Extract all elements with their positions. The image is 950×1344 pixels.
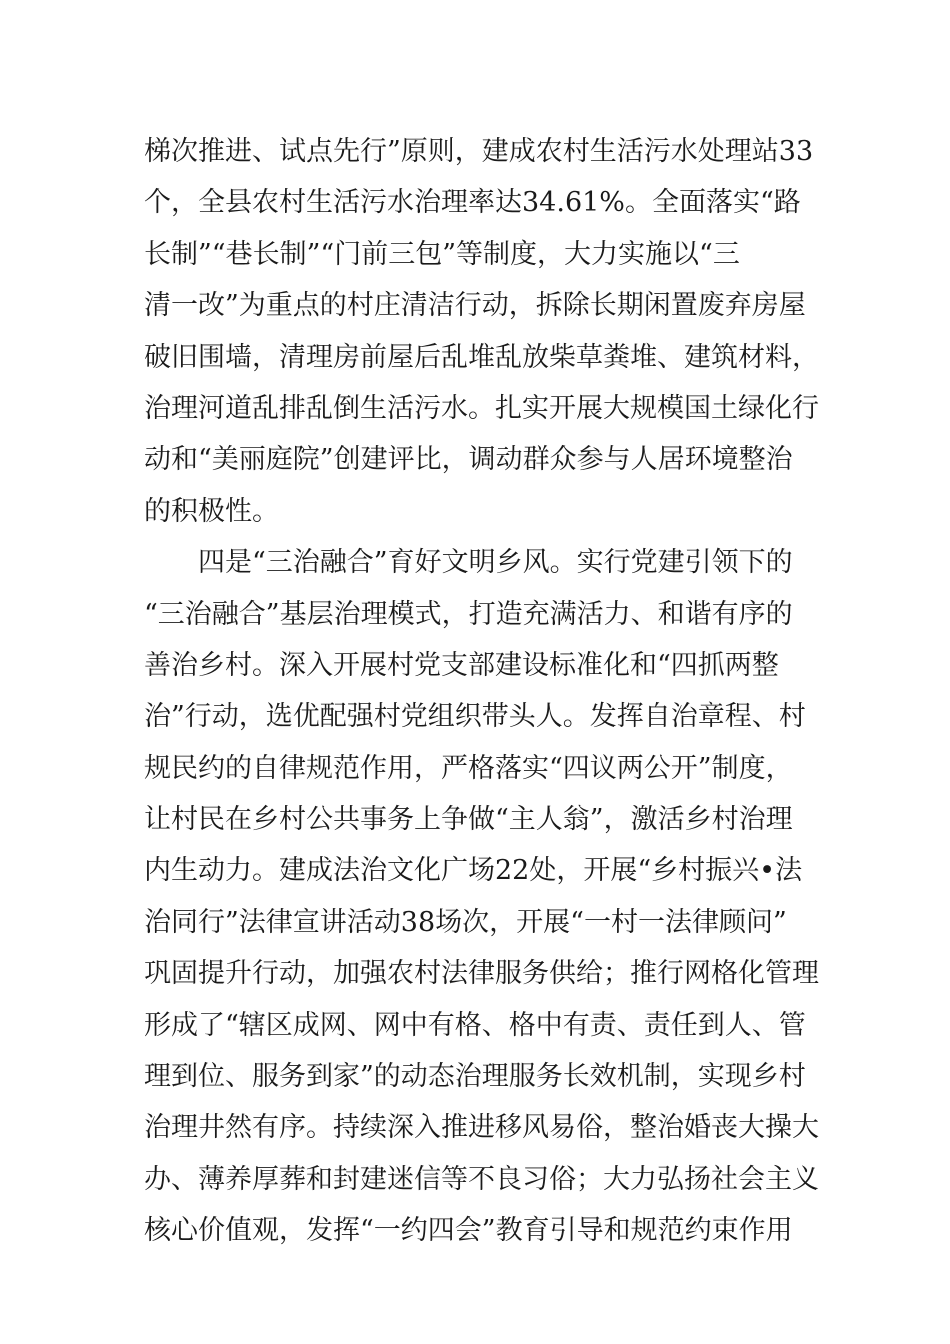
text-line: 治同行”法律宣讲活动38场次，开展“一村一法律顾问” (144, 906, 787, 938)
body-text (144, 126, 819, 1257)
paragraph-2 (144, 537, 819, 1256)
text-line: 长制”“巷长制”“门前三包”等制度，大力实施以“三 (144, 238, 740, 270)
text-line: 让村民在乡村公共事务上争做“主人翁”，激活乡村治理 (144, 804, 793, 836)
text-line: 动和“美丽庭院”创建评比，调动群众参与人居环境整治 (144, 444, 793, 476)
text-line: 内生动力。建成法治文化广场22处，开展“乡村振兴•法 (144, 855, 803, 887)
text-line: 破旧围墙，清理房前屋后乱堆乱放柴草粪堆、建筑材料， (144, 341, 819, 373)
paragraph-1 (144, 126, 819, 537)
text-line: 治理河道乱排乱倒生活污水。扎实开展大规模国土绿化行 (144, 392, 819, 424)
text-line: 善治乡村。深入开展村党支部建设标准化和“四抓两整 (144, 649, 779, 681)
text-line: 的积极性。 (144, 495, 279, 527)
text-line: 规民约的自律规范作用，严格落实“四议两公开”制度， (144, 752, 793, 784)
text-line: 核心价值观，发挥“一约四会”教育引导和规范约束作用 (144, 1215, 793, 1247)
text-line: 四是“三治融合”育好文明乡风。实行党建引领下的 (198, 547, 793, 579)
text-line: 巩固提升行动，加强农村法律服务供给；推行网格化管理 (144, 958, 819, 990)
text-line: 清一改”为重点的村庄清洁行动，拆除长期闲置废弃房屋 (144, 290, 806, 322)
text-line: 形成了“辖区成网、网中有格、格中有责、责任到人、管 (144, 1009, 806, 1041)
text-line: 个，全县农村生活污水治理率达34.61%。全面落实“路 (144, 187, 801, 219)
text-line: “三治融合”基层治理模式，打造充满活力、和谐有序的 (144, 598, 793, 630)
text-line: 梯次推进、试点先行”原则，建成农村生活污水处理站33 (144, 136, 814, 167)
text-line: 办、薄养厚葬和封建迷信等不良习俗；大力弘扬社会主义 (144, 1163, 819, 1195)
text-line: 治理井然有序。持续深入推进移风易俗，整治婚丧大操大 (144, 1112, 819, 1144)
text-line: 理到位、服务到家”的动态治理服务长效机制，实现乡村 (144, 1061, 806, 1093)
text-line: 治”行动，选优配强村党组织带头人。发挥自治章程、村 (144, 701, 806, 733)
